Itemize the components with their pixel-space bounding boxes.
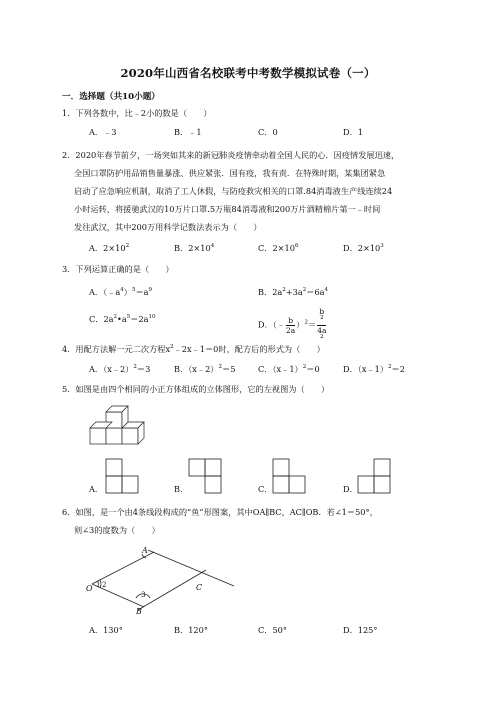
q2-option-a-exp: 2 — [125, 243, 130, 249]
q2-option-d-base: D．2×10 — [343, 243, 381, 253]
view-figure-c — [272, 458, 306, 494]
q1-option-c: C．0 — [258, 127, 278, 137]
q3-option-d: D．（﹣ $\frac{b}{2a}$ ）$^2$＝ b $^2$ 4a $^2$ — [258, 307, 327, 344]
q2-option-a — [89, 243, 129, 254]
fraction: $\frac{b}{2a}$ — [286, 316, 296, 335]
label-o: O — [86, 584, 93, 593]
q3-option-b: B．$2a^2+3a^2=6a^4$ — [258, 287, 329, 297]
question-2-line: 启动了应急响应机制，取消了工人休假，与防疫救灾相关的口罩.84消毒液生产线连续24 — [74, 186, 393, 196]
q6-option-c: C．50° — [258, 625, 287, 635]
q1-option-a: A．﹣3 — [89, 127, 117, 137]
q2-option-a-base: A．2×10 — [89, 243, 126, 253]
question-6-line: 则∠3的度数为（ ） — [74, 525, 160, 535]
q6-option-b: B．120° — [174, 625, 208, 635]
question-6-line: 6．如图，是一个由4条线段构成的“鱼”形图案，其中OA∥BC，AC∥OB．若∠1＝50°， — [62, 507, 378, 517]
q2-option-c-base: C．2×10 — [258, 243, 295, 253]
q6-option-a: A．130° — [89, 625, 123, 635]
view-figure-d — [357, 458, 391, 494]
view-figure-a — [105, 458, 139, 494]
q2-option-d-exp: 3 — [380, 243, 384, 249]
q4-option-d: D．（x﹣1）$^2$＝2 — [343, 364, 405, 374]
question-4-stem: 4．用配方法解一元二次方程$x^2﹣2x﹣1=0$时，配方后的形式为（ ） — [62, 344, 325, 354]
question-2-line: 全国口罩防护用品销售量暴涨、供应紧张．国有疫，我有责．在特殊时期，某集团紧急 — [74, 168, 386, 178]
q2-option-d — [343, 243, 384, 254]
angle-label-2: 2 — [102, 581, 107, 589]
fraction: b $^2$ 4a $^2$ — [317, 307, 327, 340]
angle-label-1: 1 — [96, 581, 101, 589]
q2-option-b-exp: 4 — [210, 243, 215, 249]
q3-option-c: C．$2a^2•a^5=2a^{10}$ — [89, 314, 156, 324]
q6-option-d: D．125° — [343, 625, 378, 635]
label-c: C — [196, 583, 203, 592]
q1-option-d: D．1 — [343, 127, 363, 137]
question-2-line: 2．2020年春节前夕，一场突如其来的新冠肺炎疫情牵动着全国人民的心．因疫情发展迅速， — [62, 150, 400, 160]
q4-option-a: A．（x﹣2）$^2$＝3 — [89, 364, 151, 374]
q4-option-c: C．（x﹣1）$^2$＝0 — [258, 364, 320, 374]
label-a: A — [142, 546, 148, 555]
angle-label-3: 3 — [141, 591, 146, 599]
q5-option-c: C． — [258, 484, 273, 494]
question-1-stem: 1．下列各数中，比﹣2小的数是（ ） — [62, 108, 212, 118]
page-title: 2020年山西省名校联考中考数学模拟试卷（一） — [120, 66, 376, 80]
section-heading: 一．选择题（共10小题） — [62, 92, 160, 102]
q5-option-b: B． — [174, 484, 189, 494]
question-3-stem: 3．下列运算正确的是（ ） — [62, 264, 174, 274]
q3-option-a: A．$(﹣a^4)^5=a^9$ — [89, 287, 153, 297]
question-2-line: 发往武汉，其中200万用科学记数法表示为（ ） — [74, 222, 262, 232]
view-figure-b — [188, 458, 222, 494]
q2-option-c — [258, 243, 298, 254]
q2-option-b-base: B．2×10 — [174, 243, 211, 253]
cube-solid-figure — [88, 402, 148, 447]
q5-option-a: A． — [89, 484, 104, 494]
question-2-line: 小时运转，将援驰武汉的10万片口罩.5万瓶84消毒液和200万片酒精棉片第一﹣时间 — [74, 204, 381, 214]
q2-option-b — [174, 243, 214, 254]
q2-option-c-exp: 6 — [294, 243, 299, 249]
q4-option-b: B．（x﹣2）$^2$＝5 — [174, 364, 236, 374]
fish-figure — [86, 544, 236, 614]
question-5-stem: 5．如图是由四个相同的小正方体组成的立体图形，它的左视图为（ ） — [62, 384, 330, 394]
q1-option-b: B．﹣1 — [174, 127, 202, 137]
label-b: B — [136, 607, 142, 616]
q5-option-d: D． — [343, 484, 358, 494]
